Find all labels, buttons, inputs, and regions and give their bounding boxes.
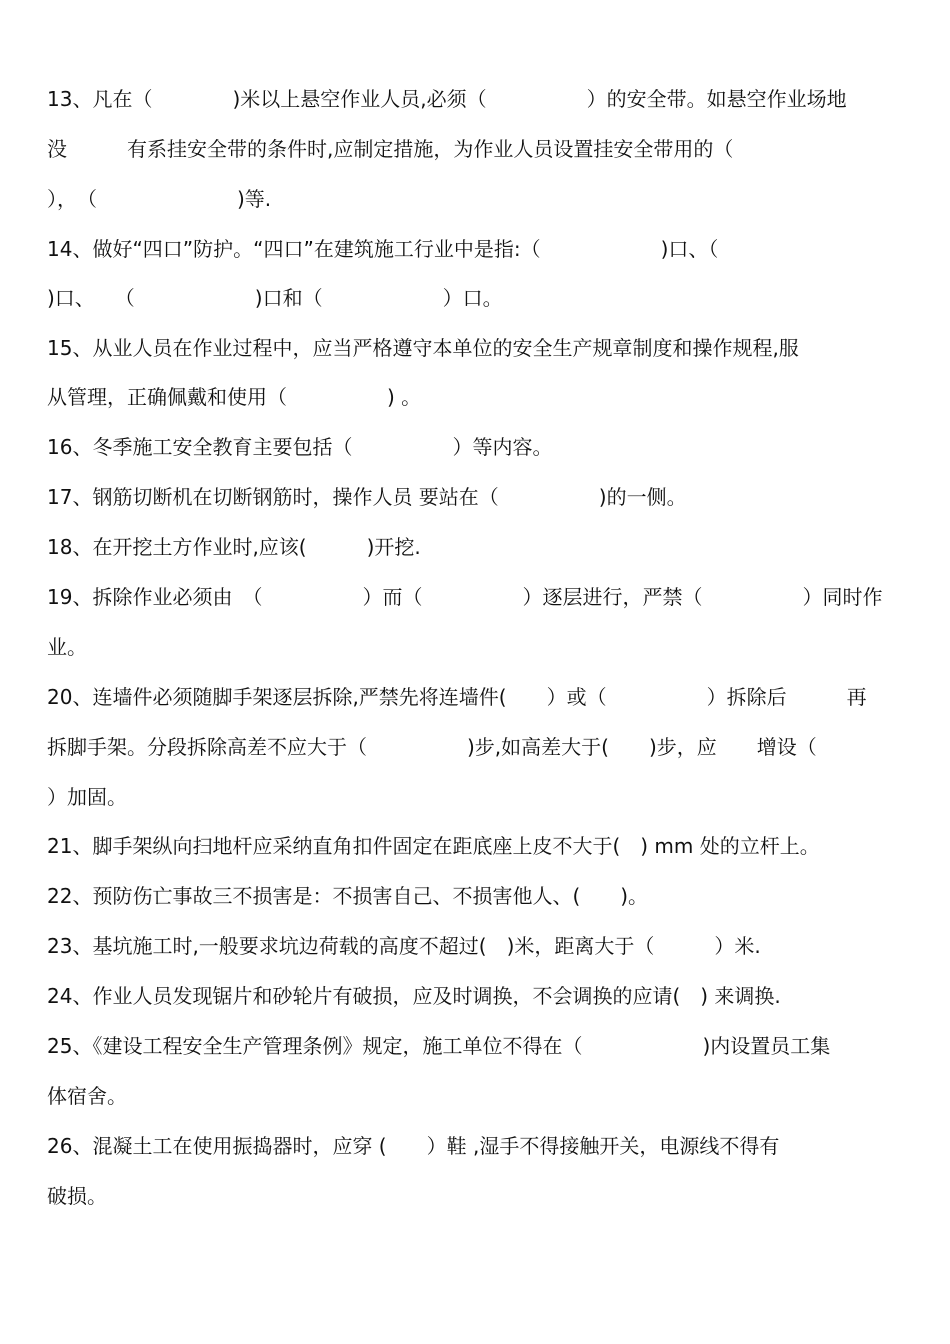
question-25-line-1: 25、《建设工程安全生产管理条例》规定，施工单位不得在（ )内设置员工集	[47, 1034, 831, 1058]
question-23-line-1: 23、基坑施工时,一般要求坑边荷载的高度不超过( )米，距离大于（ ）米.	[47, 934, 761, 958]
question-15-line-2: 从管理，正确佩戴和使用（ ) 。	[47, 385, 422, 409]
question-26-line-2: 破损。	[47, 1184, 107, 1208]
question-18-line-1: 18、在开挖土方作业时,应该( )开挖.	[47, 535, 421, 559]
question-16-line-1: 16、冬季施工安全教育主要包括（ ）等内容。	[47, 435, 553, 459]
question-14-line-1: 14、做好“四口”防护。“四口”在建筑施工行业中是指:（ )口、（	[47, 237, 719, 261]
question-19-line-1: 19、拆除作业必须由 （ ）而（ ）逐层进行，严禁（ ）同时作	[47, 585, 883, 609]
question-13-line-1: 13、凡在（ )米以上悬空作业人员,必须（ ）的安全带。如悬空作业场地	[47, 87, 847, 111]
question-21-line-1: 21、脚手架纵向扫地杆应采纳直角扣件固定在距底座上皮不大于( ) mm 处的立杆上。	[47, 834, 820, 858]
question-26-line-1: 26、混凝土工在使用振捣器时，应穿 ( ）鞋 ,湿手不得接触开关，电源线不得有	[47, 1134, 780, 1158]
question-17-line-1: 17、钢筋切断机在切断钢筋时，操作人员 要站在（ )的一侧。	[47, 485, 687, 509]
question-20-line-2: 拆脚手架。分段拆除高差不应大于（ )步,如高差大于( )步，应 增设（	[47, 735, 817, 759]
question-14-line-2: )口、 （ )口和（ ）口。	[47, 286, 503, 310]
question-13-line-2: 没 有系挂安全带的条件时,应制定措施，为作业人员设置挂安全带用的（	[47, 137, 734, 161]
question-20-line-1: 20、连墙件必须随脚手架逐层拆除,严禁先将连墙件( ）或（ ）拆除后 再	[47, 685, 867, 709]
question-24-line-1: 24、作业人员发现锯片和砂轮片有破损，应及时调换，不会调换的应请( ) 来调换.	[47, 984, 781, 1008]
question-13-line-3: ）， （ )等.	[47, 187, 272, 211]
question-22-line-1: 22、预防伤亡事故三不损害是：不损害自己、不损害他人、( )。	[47, 884, 649, 908]
question-15-line-1: 15、从业人员在作业过程中，应当严格遵守本单位的安全生产规章制度和操作规程,服	[47, 336, 799, 360]
question-25-line-2: 体宿舍。	[47, 1084, 127, 1108]
question-19-line-2: 业。	[47, 635, 87, 659]
question-20-line-3: ）加固。	[47, 785, 127, 809]
